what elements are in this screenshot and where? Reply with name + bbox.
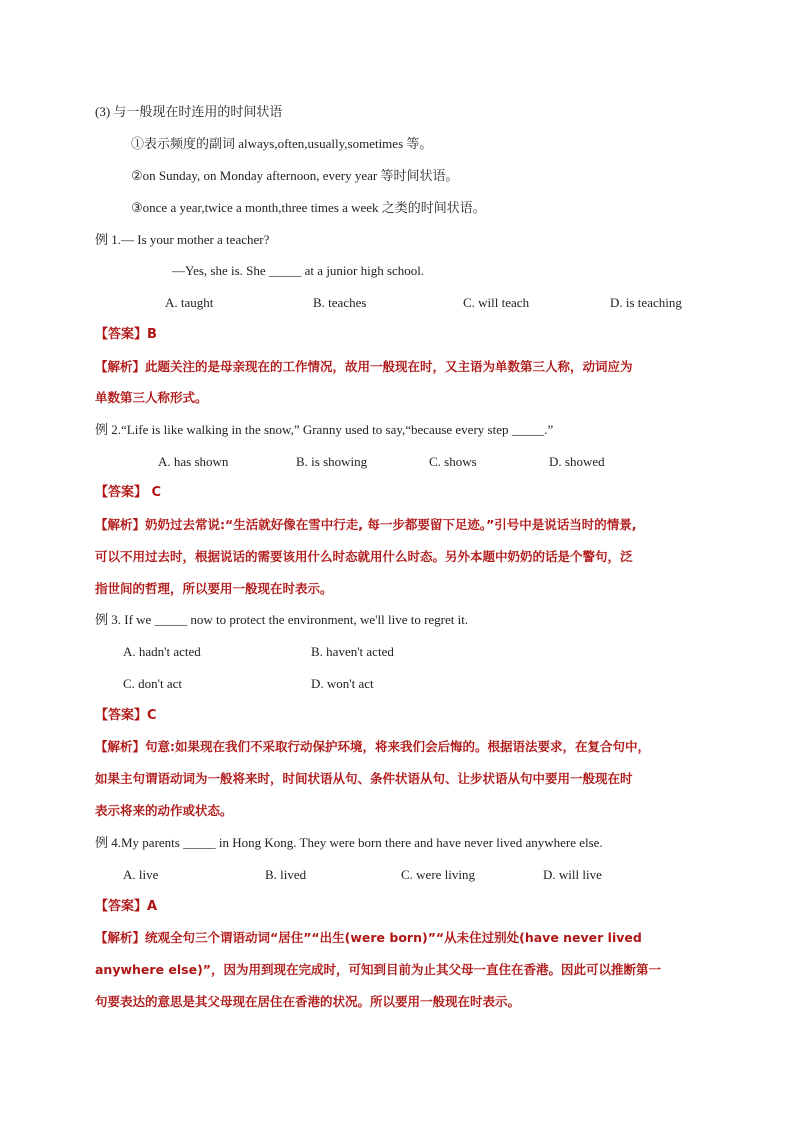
example-3-analysis-line-3: 表示将来的动作或状态。 [95, 803, 233, 818]
example-4-answer: 【答案】A [95, 899, 158, 914]
example-1-option-b: B. teaches [313, 295, 367, 310]
example-3-question: 例 3. If we _____ now to protect the environment, we'll live to regret it. [95, 612, 469, 627]
section-heading: (3) 与一般现在时连用的时间状语 [95, 104, 283, 119]
example-1-answer: 【答案】B [95, 327, 157, 342]
example-2-option-b: B. is showing [296, 454, 368, 469]
example-1-option-a: A. taught [165, 295, 214, 310]
example-3-option-d: D. won't act [311, 676, 374, 691]
example-4-option-d: D. will live [543, 867, 602, 882]
example-3-analysis-line-2: 如果主句谓语动词为一般将来时，时间状语从句、条件状语从句、让步状语从句中要用一般现在时 [95, 771, 633, 786]
example-4-option-a: A. live [123, 867, 159, 882]
time-adverbial-item-3: ③once a year,twice a month,three times a week 之类的时间状语。 [131, 200, 486, 215]
example-1-analysis-line-2: 单数第三人称形式。 [95, 390, 208, 405]
example-4-analysis-line-1: 【解析】统观全句三个谓语动词“居住”“出生(were born)”“从未住过别处(have never lived [95, 930, 642, 945]
example-3-option-a: A. hadn't acted [123, 644, 201, 659]
example-2-analysis-line-2: 可以不用过去时，根据说话的需要该用什么时态就用什么时态。另外本题中奶奶的话是个警句，泛 [95, 549, 633, 564]
example-4-option-b: B. lived [265, 867, 307, 882]
example-1-option-c: C. will teach [463, 295, 530, 310]
example-2-answer: 【答案】 C [95, 485, 162, 500]
example-2-analysis-line-3: 指世间的哲理，所以要用一般现在时表示。 [95, 581, 333, 596]
time-adverbial-item-2: ②on Sunday, on Monday afternoon, every year 等时间状语。 [131, 168, 459, 183]
example-1-analysis-line-1: 【解析】此题关注的是母亲现在的工作情况，故用一般现在时，又主语为单数第三人称，动词应为 [95, 359, 633, 374]
example-4-analysis-line-2: anywhere else)”，因为用到现在完成时，可知到目前为止其父母一直住在香港。因此可以推断第一 [95, 962, 662, 977]
example-3-answer: 【答案】C [95, 708, 157, 723]
example-4-option-c: C. were living [401, 867, 476, 882]
example-2-question: 例 2.“Life is like walking in the snow,” Granny used to say,“because every step _____.” [95, 422, 554, 437]
example-1-option-d: D. is teaching [610, 295, 682, 310]
example-4-question: 例 4.My parents _____ in Hong Kong. They were born there and have never lived anywhere else. [95, 835, 603, 850]
example-3-option-c: C. don't act [123, 676, 183, 691]
example-1-question: 例 1.— Is your mother a teacher? [95, 232, 270, 247]
example-2-analysis-line-1: 【解析】奶奶过去常说:“生活就好像在雪中行走, 每一步都要留下足迹。”引号中是说话当时的情景, [95, 517, 637, 532]
example-3-option-b: B. haven't acted [311, 644, 394, 659]
example-4-analysis-line-3: 句要表达的意思是其父母现在居住在香港的状况。所以要用一般现在时表示。 [95, 994, 521, 1009]
example-2-option-d: D. showed [549, 454, 605, 469]
example-3-analysis-line-1: 【解析】句意:如果现在我们不采取行动保护环境，将来我们会后悔的。根据语法要求，在复合句中， [95, 739, 651, 754]
example-2-option-a: A. has shown [158, 454, 229, 469]
example-1-reply: —Yes, she is. She _____ at a junior high school. [172, 263, 425, 278]
example-2-option-c: C. shows [429, 454, 477, 469]
time-adverbial-item-1: ①表示频度的副词 always,often,usually,sometimes 等。 [131, 136, 433, 151]
